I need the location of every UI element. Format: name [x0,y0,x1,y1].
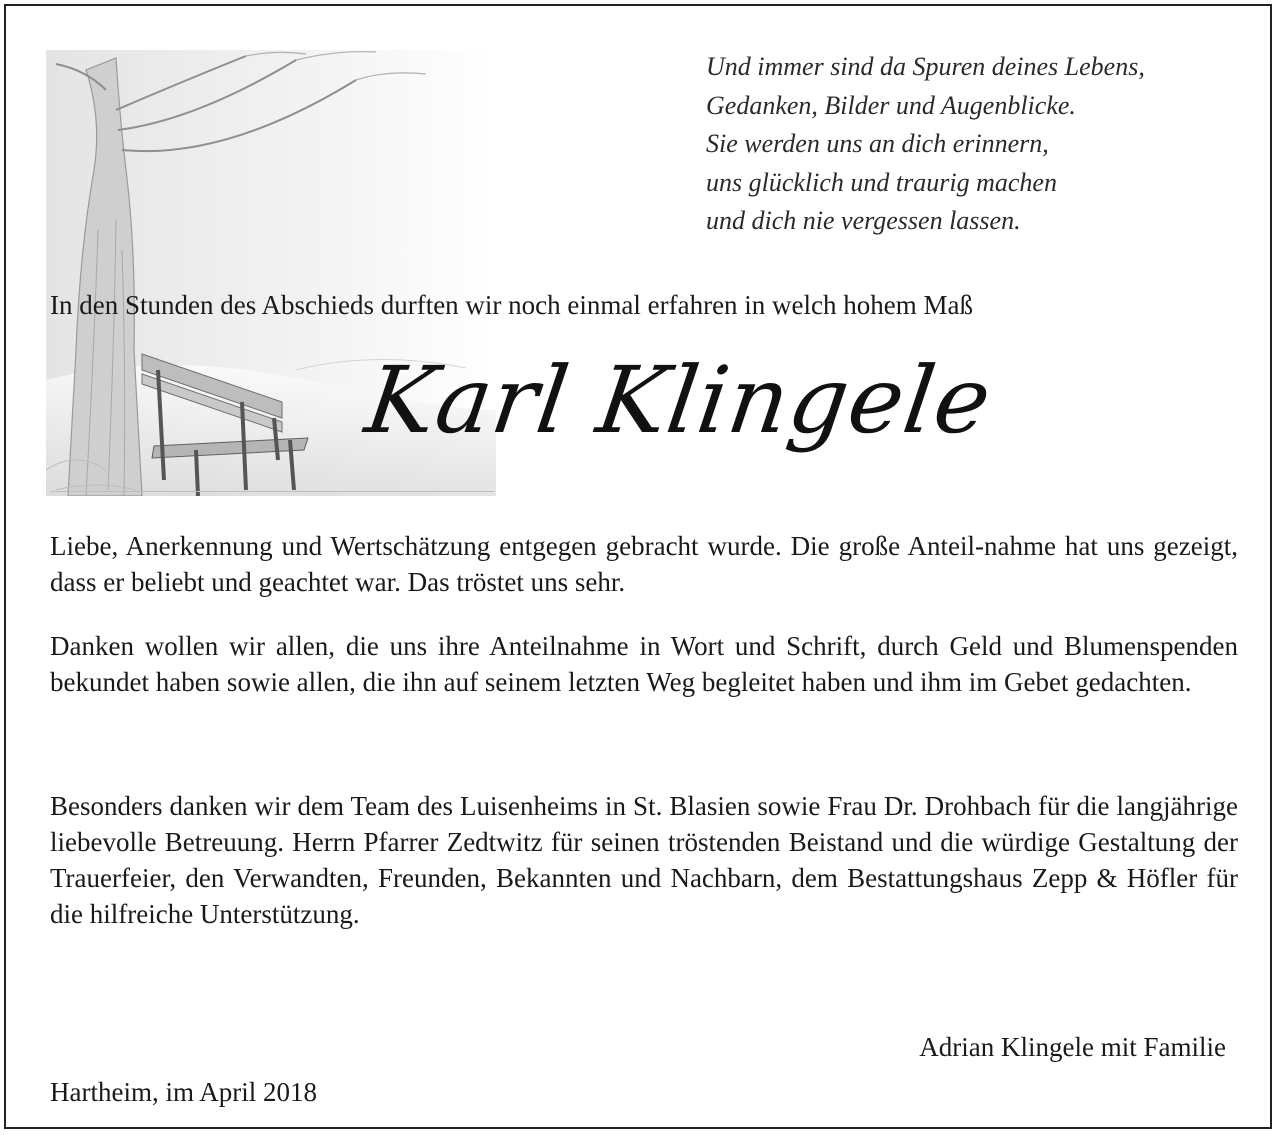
gratitude-paragraph-2: Danken wollen wir allen, die uns ihre Anteilnahme in Wort und Schrift, durch Geld und Blumenspenden bekundet haben sowie allen, die ihn auf seinem letzten Weg begleitet haben und ihm im Gebet gedachten. [50,631,1238,697]
poem-line: Und immer sind da Spuren deines Lebens, [706,52,1145,81]
gratitude-paragraph-3: Besonders danken wir dem Team des Luisenheims in St. Blasien sowie Frau Dr. Drohbach für die langjährige liebevolle Betreuung. Herrn Pfarrer Zedtwitz für seinen tröstenden Beistand und die würdige Gestaltung der Trauerfeier, den Verwandten, Freunden, Bekannten und Nachbarn, dem Bestattungshaus Zepp & Höfler für die hilfreiche Unterstützung. [50,791,1238,929]
place-and-date: Hartheim, im April 2018 [50,1077,317,1107]
poem-line: Sie werden uns an dich erinnern, [706,129,1049,158]
memorial-poem [706,48,1266,241]
intro-lead: In den Stunden des Abschieds [50,290,374,320]
divider [50,491,494,492]
intro-rest: durften wir noch einmal erfahren in welch hohem Maß [373,290,974,320]
poem-line: und dich nie vergessen lassen. [706,206,1021,235]
obituary-notice [4,4,1272,1129]
family-signature: Adrian Klingele mit Familie [919,1032,1226,1062]
poem-line: uns glücklich und traurig machen [706,167,1057,197]
intro-line [50,288,1250,322]
gratitude-paragraph-1: Liebe, Anerkennung und Wertschätzung entgegen gebracht wurde. Die große Anteil-nahme hat uns gezeigt, dass er beliebt und geachtet war. Das tröstet uns sehr. [50,531,1238,597]
deceased-name: Karl Klingele [359,347,998,454]
poem-line: Gedanken, Bilder und Augenblicke. [706,90,1076,120]
